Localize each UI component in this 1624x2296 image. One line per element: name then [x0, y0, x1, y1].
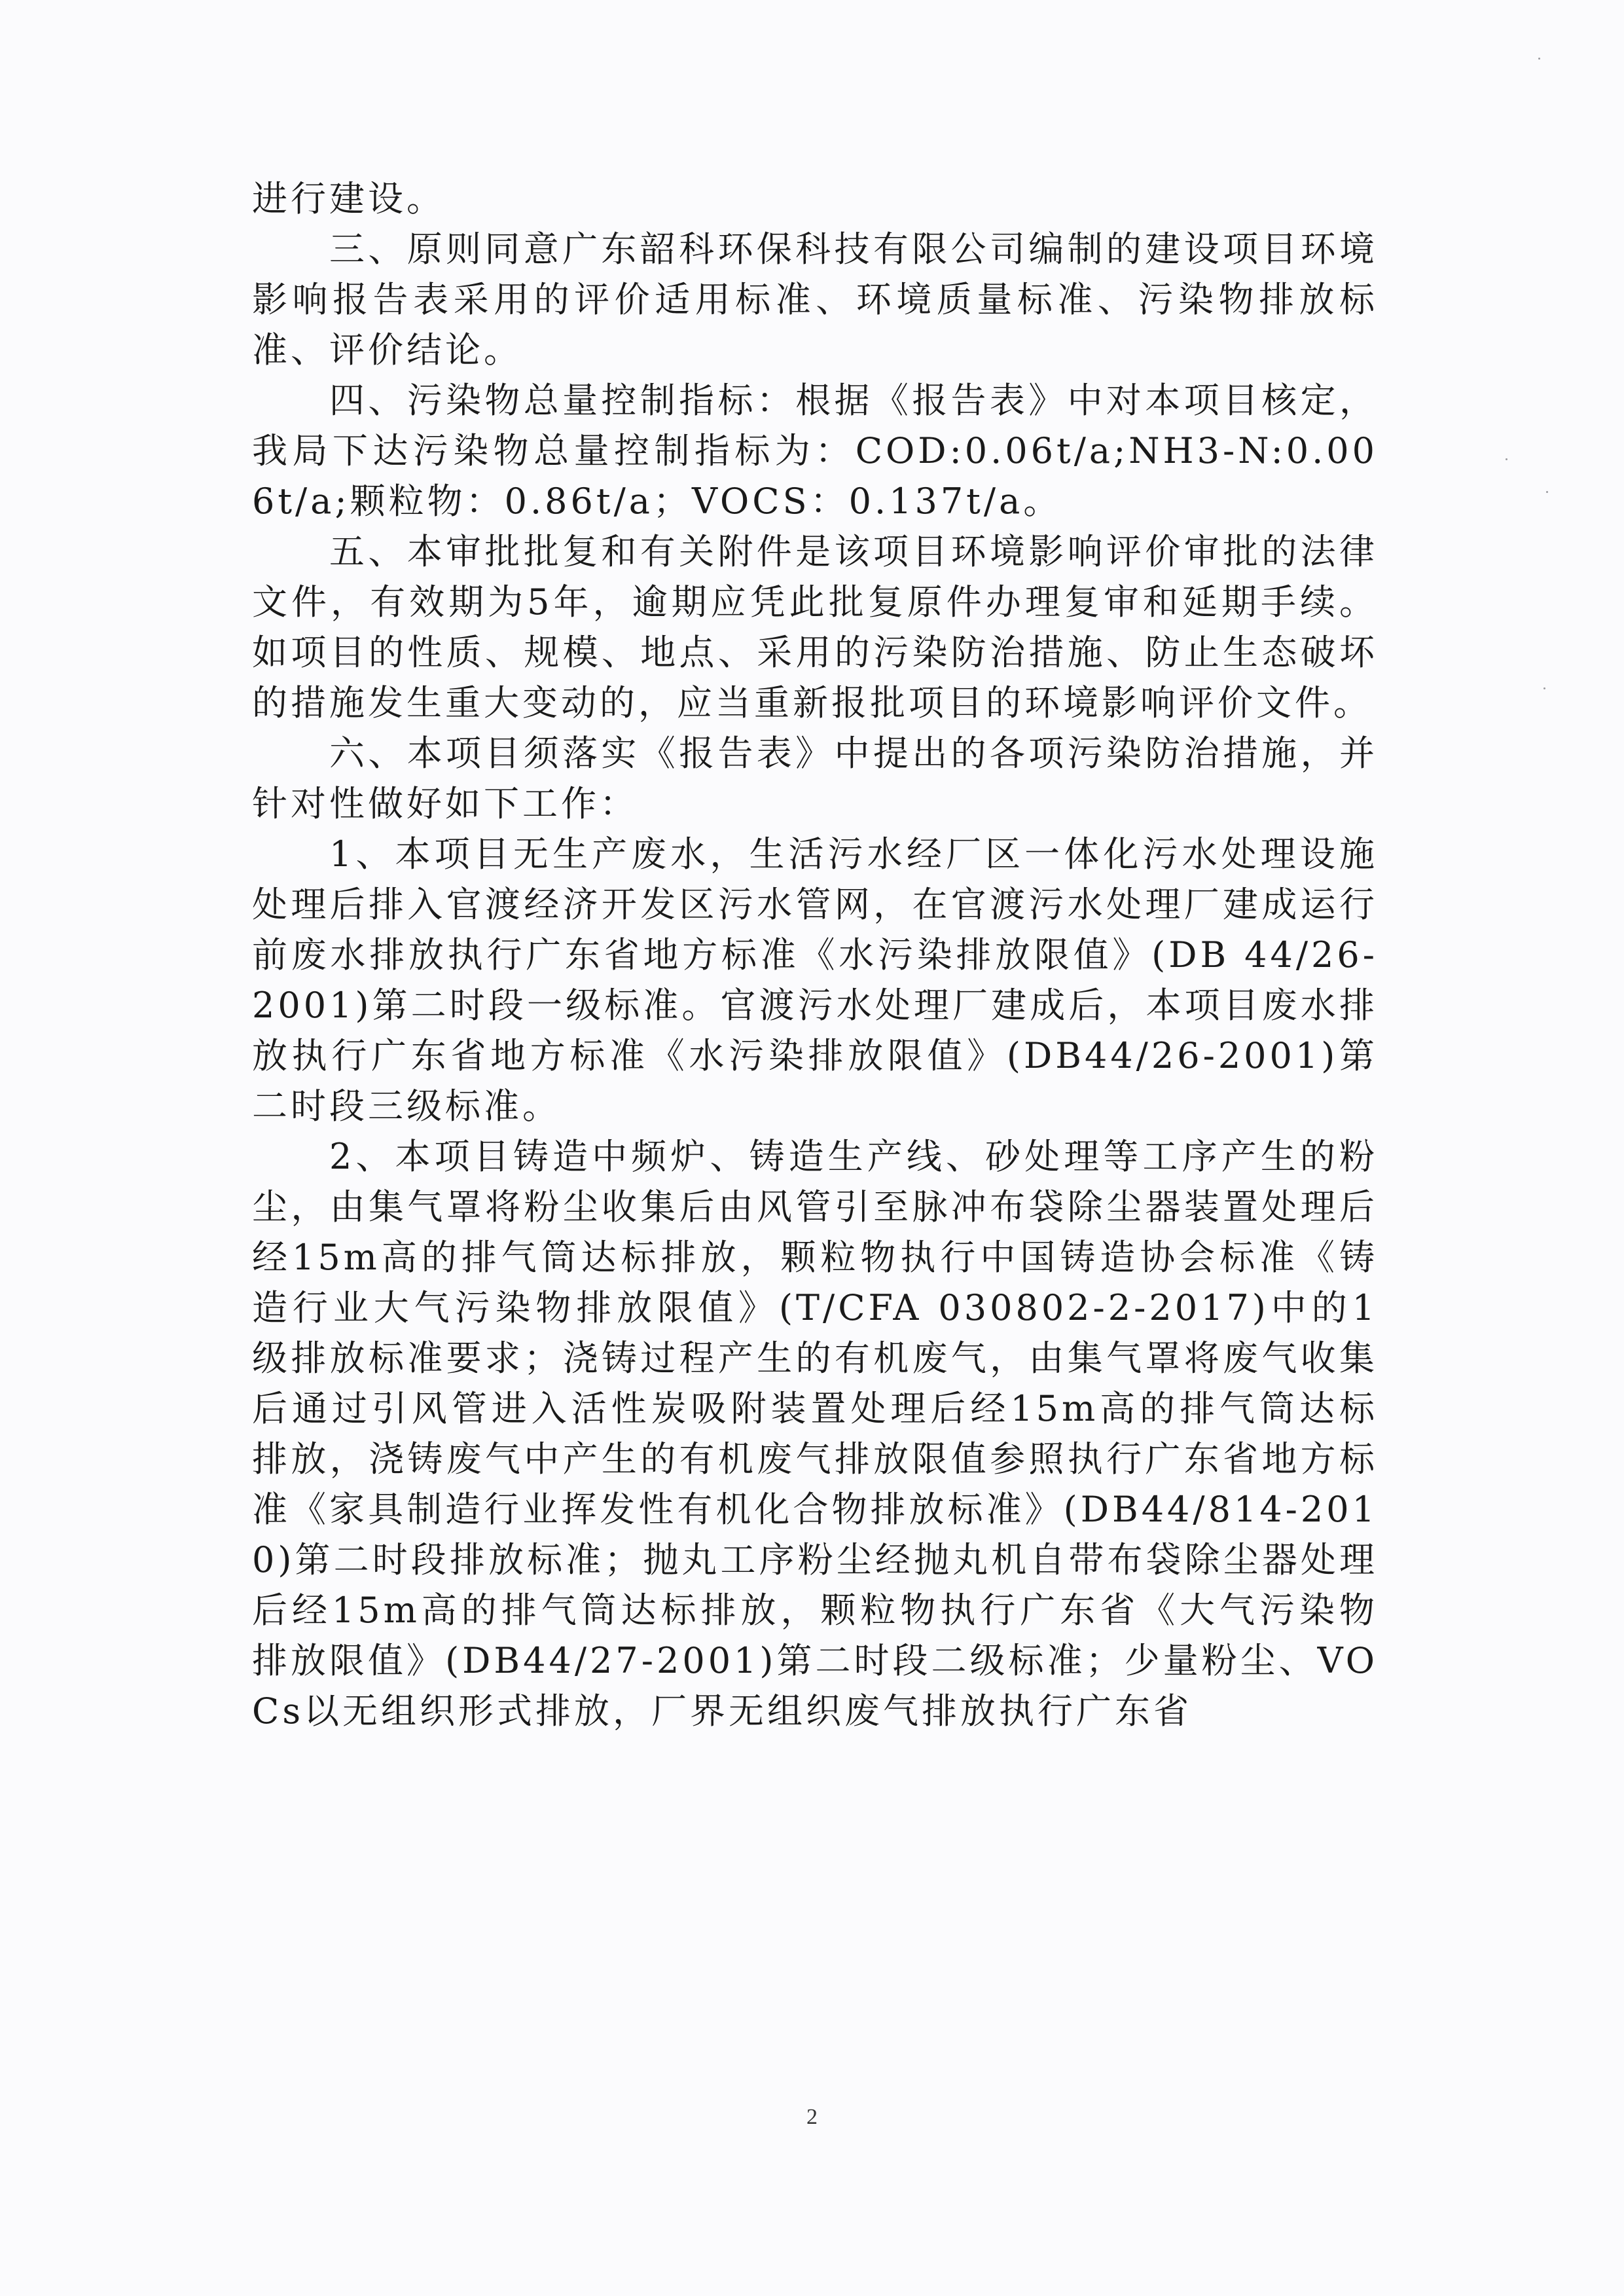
scan-speck: [1506, 458, 1507, 460]
paragraph-item-1: 1、本项目无生产废水，生活污水经厂区一体化污水处理设施处理后排入官渡经济开发区污水管网，在官渡污水处理厂建成运行前废水排放执行广东省地方标准《水污染排放限值》(DB 44/26-2001)第二时段一级标准。官渡污水处理厂建成后，本项目废水排放执行广东省地方标准《水污染排放限值》(DB44/26-2001)第二时段三级标准。: [252, 833, 1378, 1127]
paragraph-section-5: 五、本审批批复和有关附件是该项目环境影响评价审批的法律文件，有效期为5年，逾期应凭此批复原件办理复审和延期手续。如项目的性质、规模、地点、采用的污染防治措施、防止生态破坏的措施发生重大变动的，应当重新报批项目的环境影响评价文件。: [252, 531, 1378, 723]
paragraph-continuation: 进行建设。: [252, 178, 445, 219]
paragraph-section-6: 六、本项目须落实《报告表》中提出的各项污染防治措施，并针对性做好如下工作：: [252, 733, 1378, 824]
paragraph-section-4: 四、污染物总量控制指标：根据《报告表》中对本项目核定，我局下达污染物总量控制指标为：COD:0.06t/a;NH3-N:0.006t/a;颗粒物：0.86t/a；VOCS：0.137t/a。: [252, 380, 1378, 522]
body-text: [252, 173, 1378, 1736]
scan-speck: [1546, 491, 1548, 493]
page-number: 2: [806, 2105, 818, 2129]
scan-speck: [1538, 58, 1540, 60]
paragraph-section-3: 三、原则同意广东韶科环保科技有限公司编制的建设项目环境影响报告表采用的评价适用标准、环境质量标准、污染物排放标准、评价结论。: [252, 228, 1378, 371]
scan-speck: [1543, 687, 1545, 689]
paragraph-item-2: 2、本项目铸造中频炉、铸造生产线、砂处理等工序产生的粉尘，由集气罩将粉尘收集后由风管引至脉冲布袋除尘器装置处理后经15m高的排气筒达标排放，颗粒物执行中国铸造协会标准《铸造行业大气污染物排放限值》(T/CFA 030802-2-2017)中的1级排放标准要求；浇铸过程产生的有机废气，由集气罩将废气收集后通过引风管进入活性炭吸附装置处理后经15m高的排气筒达标排放，浇铸废气中产生的有机废气排放限值参照执行广东省地方标准《家具制造行业挥发性有机化合物排放标准》(DB44/814-2010)第二时段排放标准；抛丸工序粉尘经抛丸机自带布袋除尘器处理后经15m高的排气筒达标排放，颗粒物执行广东省《大气污染物排放限值》(DB44/27-2001)第二时段二级标准；少量粉尘、VOCs以无组织形式排放，厂界无组织废气排放执行广东省: [252, 1136, 1378, 1732]
